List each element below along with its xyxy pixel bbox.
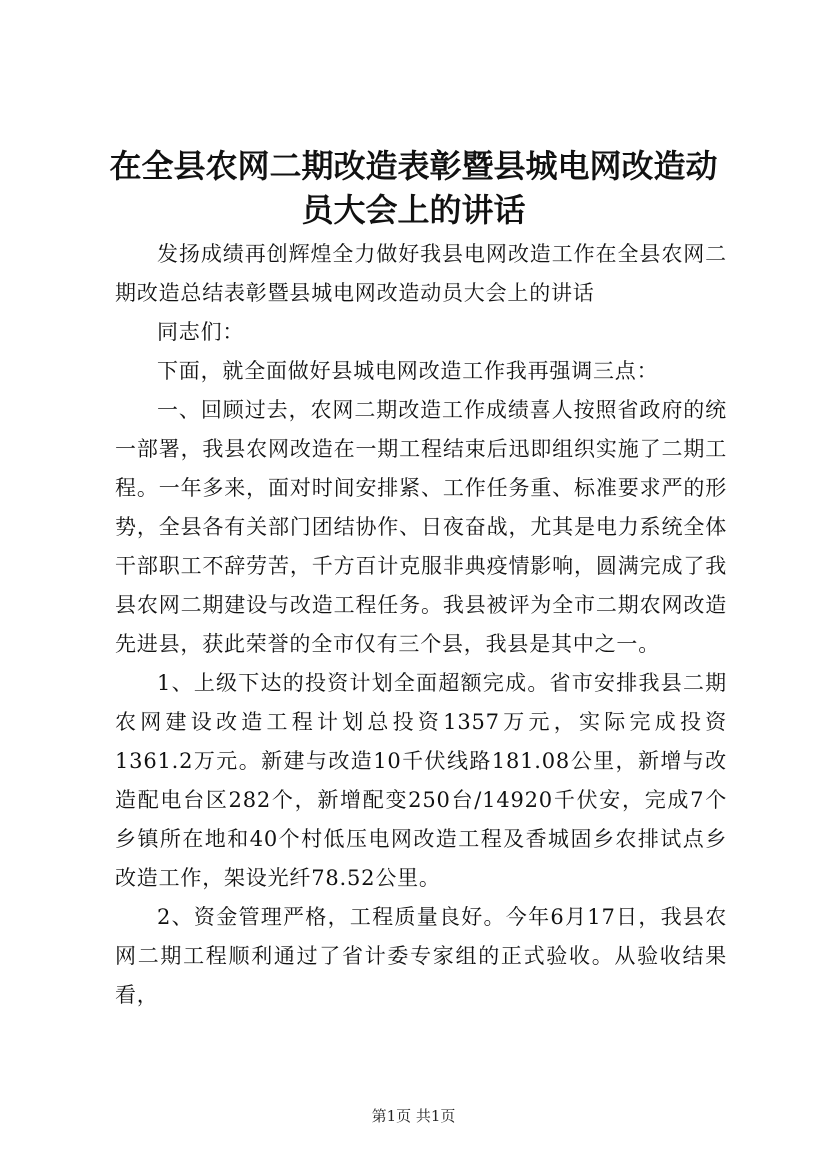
document-title: 在全县农网二期改造表彰暨县城电网改造动员大会上的讲话: [109, 147, 718, 229]
page-number-label: 第1页 共1页: [371, 1107, 456, 1125]
paragraph-subtitle: 发扬成绩再创辉煌全力做好我县电网改造工作在全县农网二期改造总结表彰暨县城电网改造动员大会上的讲话: [115, 242, 727, 305]
paragraph-intro: 下面，就全面做好县城电网改造工作我再强调三点：: [157, 359, 659, 383]
paragraph-point-two: 2、资金管理严格，工程质量良好。今年6月17日，我县农网二期工程顺利通过了省计委专家组的正式验收。从验收结果看，: [115, 905, 727, 1007]
paragraph-section-one: 一、回顾过去，农网二期改造工作成绩喜人按照省政府的统一部署，我县农网改造在一期工程结束后迅即组织实施了二期工程。一年多来，面对时间安排紧、工作任务重、标准要求严的形势，全县各有关部门团结协作、日夜奋战，尤其是电力系统全体干部职工不辞劳苦，千方百计克服非典疫情影响，圆满完成了我县农网二期建设与改造工程任务。我县被评为全市二期农网改造先进县，获此荣誉的全市仅有三个县，我县是其中之一。: [115, 398, 727, 656]
paragraph-salutation: 同志们：: [157, 320, 245, 344]
page-footer: [0, 1106, 827, 1126]
paragraph-point-one: 1、上级下达的投资计划全面超额完成。省市安排我县二期农网建设改造工程计划总投资1357万元，实际完成投资1361.2万元。新建与改造10千伏线路181.08公里，新增与改造配电台区282个，新增配变250台/14920千伏安，完成7个乡镇所在地和40个村低压电网改造工程及香城固乡农排试点乡改造工作，架设光纤78.52公里。: [115, 671, 727, 890]
document-body: [115, 235, 727, 1015]
